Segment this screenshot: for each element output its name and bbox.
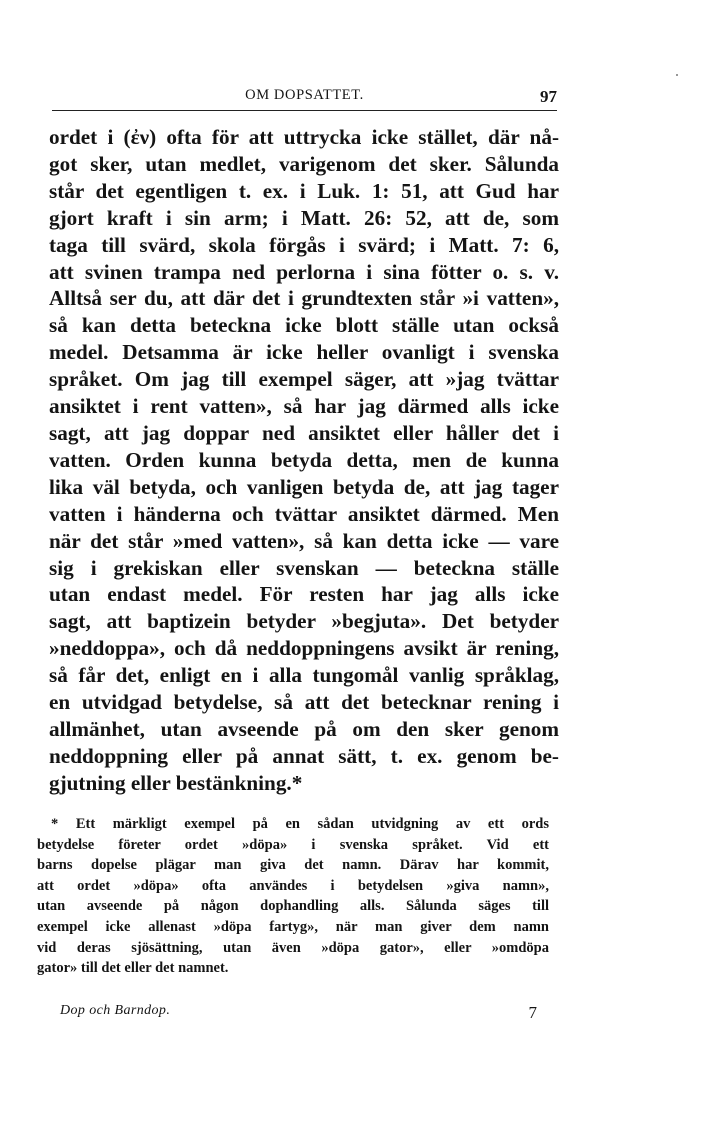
- body-line: ansiktet i rent vatten», så har jag därmed alls icke: [49, 394, 559, 419]
- footnote-line: betydelse företer ordet »döpa» i svenska språket. Vid ett: [37, 836, 549, 853]
- body-line: taga till svärd, skola förgås i svärd; i Matt. 7: 6,: [49, 232, 559, 257]
- body-line: språket. Om jag till exempel säger, att »jag tvättar: [49, 367, 559, 392]
- body-line: got sker, utan medlet, varigenom det sker. Sålunda: [49, 151, 559, 176]
- page-header: [52, 86, 557, 111]
- body-text: [49, 124, 559, 797]
- body-line: så får det, enligt en i alla tungomål vanlig språklag,: [49, 663, 559, 688]
- body-line: medel. Detsamma är icke heller ovanligt i svenska: [49, 340, 559, 365]
- footnote-line: utan avseende på någon dophandling alls. Sålunda säges till: [37, 898, 549, 915]
- body-line: när det står »med vatten», så kan detta icke — vare: [49, 528, 559, 553]
- footnote: [37, 814, 549, 979]
- footnote-line: gator» till det eller det namnet.: [37, 960, 229, 977]
- body-line: lika väl betyda, och vanligen betyda de, att jag tager: [49, 474, 559, 499]
- page-number: 97: [540, 87, 557, 106]
- body-line: neddoppning eller på annat sätt, t. ex. genom be-: [49, 743, 559, 768]
- page-footer: [52, 1003, 537, 1027]
- footnote-line: vid deras sjösättning, utan även »döpa gator», eller »omdöpa: [37, 939, 549, 956]
- body-line: ordet i (ἐν) ofta för att uttrycka icke stället, där nå-: [49, 125, 559, 149]
- footnote-line: exempel icke allenast »döpa fartyg», när man giver dem namn: [37, 918, 549, 935]
- body-line: »neddoppa», och då neddoppningens avsikt är rening,: [49, 636, 559, 661]
- body-line: vatten i händerna och tvättar ansiktet därmed. Men: [49, 501, 559, 526]
- body-line: vatten. Orden kunna betyda detta, men de kunna: [49, 447, 559, 472]
- body-line: sagt, att jag doppar ned ansiktet eller håller det i: [49, 420, 559, 445]
- body-line: gjutning eller bestänkning.*: [49, 770, 303, 795]
- body-line: gjort kraft i sin arm; i Matt. 26: 52, att de, som: [49, 205, 559, 230]
- body-line: så kan detta beteckna icke blott ställe utan också: [49, 313, 559, 338]
- paper-speck: [676, 74, 678, 76]
- body-line: står det egentligen t. ex. i Luk. 1: 51, att Gud har: [49, 178, 559, 203]
- body-line: sagt, att baptizein betyder »begjuta». Det betyder: [49, 609, 559, 634]
- body-line: att svinen trampa ned perlorna i sina fötter o. s. v.: [49, 259, 559, 284]
- running-title: OM DOPSATTET.: [245, 87, 364, 103]
- signature-mark: Dop och Barndop.: [60, 1003, 171, 1018]
- body-line: en utvidgad betydelse, så att det betecknar rening i: [49, 690, 559, 715]
- body-line: Alltså ser du, att där det i grundtexten står »i vatten»,: [49, 286, 559, 311]
- body-line: utan endast medel. För resten har jag alls icke: [49, 582, 559, 607]
- body-line: allmänhet, utan avseende på om den sker genom: [49, 716, 559, 741]
- footnote-line: barns dopelse plägar man giva det namn. Därav har kommit,: [37, 857, 549, 874]
- footnote-line: * Ett märkligt exempel på en sådan utvidgning av ett ords: [51, 816, 549, 832]
- body-line: sig i grekiskan eller svenskan — beteckna ställe: [49, 555, 559, 580]
- footnote-line: att ordet »döpa» ofta användes i betydelsen »giva namn»,: [37, 877, 549, 894]
- sheet-number: 7: [528, 1003, 537, 1022]
